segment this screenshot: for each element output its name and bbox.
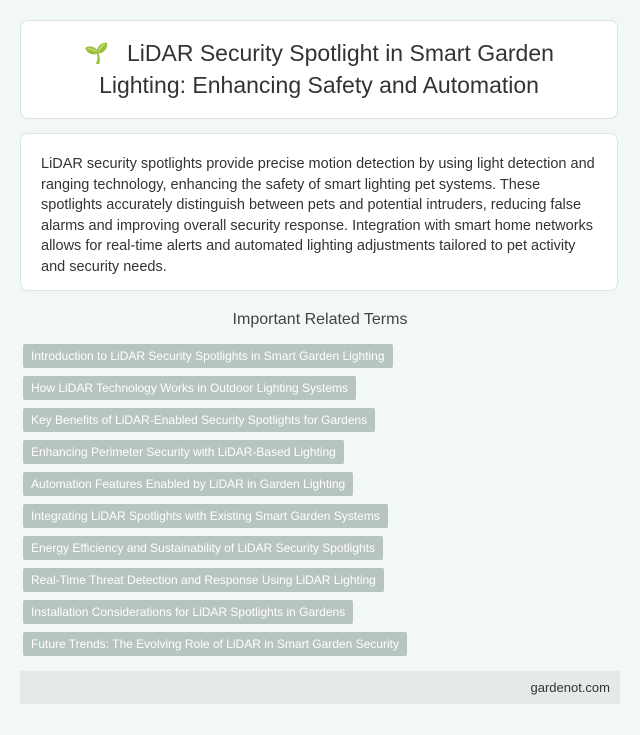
title-card bbox=[20, 20, 618, 119]
related-term-link[interactable]: Introduction to LiDAR Security Spotlights in Smart Garden Lighting bbox=[23, 344, 393, 368]
related-term-link[interactable]: Integrating LiDAR Spotlights with Existing Smart Garden Systems bbox=[23, 504, 388, 528]
footer bbox=[20, 671, 620, 704]
related-term-link[interactable]: Energy Efficiency and Sustainability of LiDAR Security Spotlights bbox=[23, 536, 383, 560]
description-text: LiDAR security spotlights provide precise motion detection by using light detection and ranging technology, enhancing the safety of smart lighting pet systems. These spotlights accurately distinguish between pets and potential intruders, reducing false alarms and improving overall security response. Integration with smart home networks allows for real-time alerts and automated lighting adjustments tailored to pet activity and security needs. bbox=[41, 156, 595, 275]
related-term-link[interactable]: Enhancing Perimeter Security with LiDAR-Based Lighting bbox=[23, 440, 344, 464]
page-title bbox=[51, 38, 587, 101]
related-terms-heading: Important Related Terms bbox=[232, 311, 408, 328]
related-terms-list bbox=[23, 344, 613, 664]
page-title-text: LiDAR Security Spotlight in Smart Garden Lighting: Enhancing Safety and Automation bbox=[99, 40, 554, 98]
footer-site-link[interactable]: gardenot.com bbox=[530, 680, 610, 695]
related-term-link[interactable]: Installation Considerations for LiDAR Spotlights in Gardens bbox=[23, 600, 353, 624]
related-term-link[interactable]: Automation Features Enabled by LiDAR in Garden Lighting bbox=[23, 472, 353, 496]
related-term-link[interactable]: Key Benefits of LiDAR-Enabled Security Spotlights for Gardens bbox=[23, 408, 375, 432]
related-term-link[interactable]: How LiDAR Technology Works in Outdoor Lighting Systems bbox=[23, 376, 356, 400]
sprout-icon: 🌱 bbox=[84, 43, 109, 65]
description-card bbox=[20, 133, 618, 291]
related-term-link[interactable]: Real-Time Threat Detection and Response Using LiDAR Lighting bbox=[23, 568, 384, 592]
related-term-link[interactable]: Future Trends: The Evolving Role of LiDAR in Smart Garden Security bbox=[23, 632, 407, 656]
